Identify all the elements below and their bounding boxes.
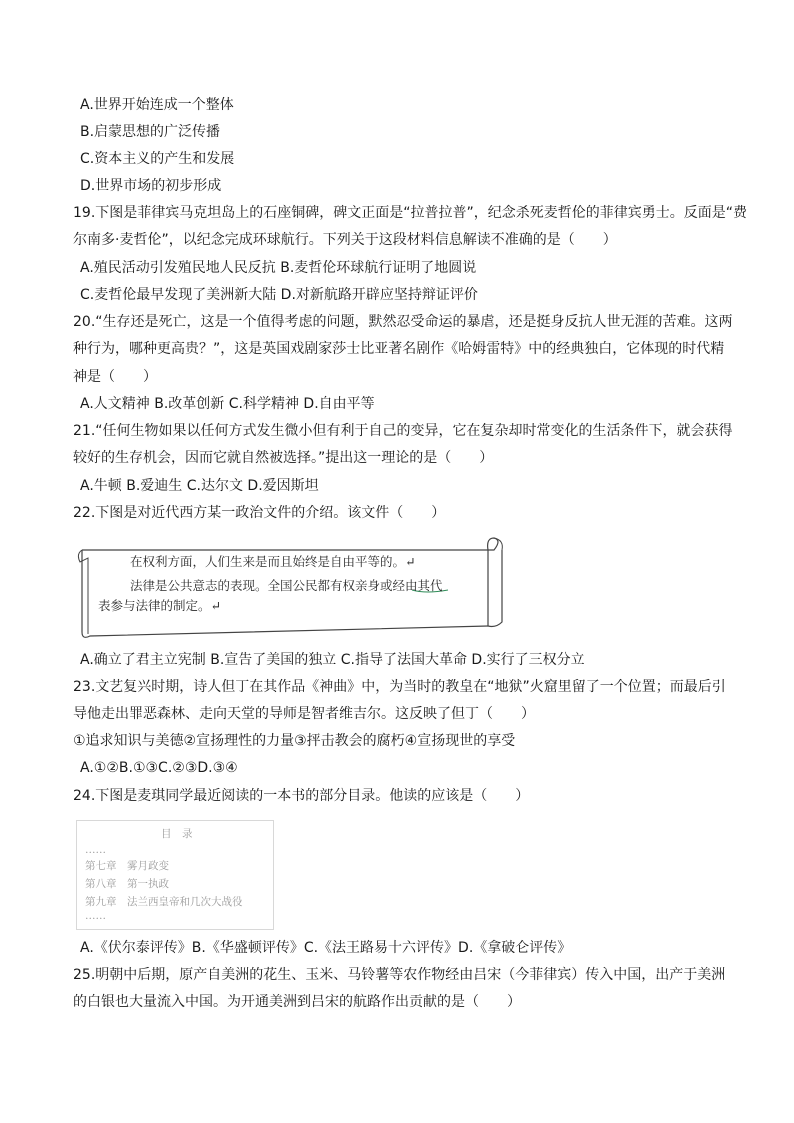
scroll-line-3: 表参与法律的制定。↵: [98, 598, 221, 613]
q18-option-b: B.启蒙思想的广泛传播: [80, 124, 221, 140]
table-of-contents-figure: [76, 820, 274, 930]
q24-options: A.《伏尔泰评传》B.《华盛顿评传》C.《法王路易十六评传》D.《拿破仑评传》: [80, 940, 572, 956]
q19-stem: 19.下图是菲律宾马克坦岛上的石座铜碑，碑文正面是“拉普拉普”，纪念杀死麦哲伦的菲律宾勇士。反面是“费: [73, 205, 748, 221]
q25-stem: 25.明朝中后期，原产自美洲的花生、玉米、马铃薯等农作物经由吕宋（今菲律宾）传入中国，出产于美洲: [73, 967, 726, 983]
q24-stem: 24.下图是麦琪同学最近阅读的一本书的部分目录。他读的应该是（ ）: [73, 788, 530, 804]
q21-stem: 21.“任何生物如果以任何方式发生微小但有利于自己的变异，它在复杂却时常变化的生活条件下，就会获得: [73, 423, 733, 439]
q19-options-ab: A.殖民活动引发殖民地人民反抗 B.麦哲伦环球航行证明了地圆说: [80, 260, 477, 276]
q18-option-c: C.资本主义的产生和发展: [80, 151, 235, 167]
q23-items: ①追求知识与美德②宣扬理性的力量③抨击教会的腐朽④宣扬现世的享受: [73, 733, 516, 749]
q20-stem: 20.“生存还是死亡，这是一个值得考虑的问题，默然忍受命运的暴虐，还是挺身反抗人世无涯的苦难。这两: [73, 314, 733, 330]
q18-option-d: D.世界市场的初步形成: [80, 178, 222, 194]
scroll-text-figure: [76, 536, 506, 640]
q23-stem: 23.文艺复兴时期，诗人但丁在其作品《神曲》中，为当时的教皇在“地狱”火窟里留了一个位置；而最后引: [73, 679, 726, 695]
q19-stem-cont: 尔南多·麦哲伦”，以纪念完成环球航行。下列关于这段材料信息解读不准确的是（ ）: [73, 232, 617, 248]
q18-option-a: A.世界开始连成一个整体: [80, 97, 234, 113]
scroll-line-2: 法律是公共意志的表现。全国公民都有权亲身或经由其代: [130, 578, 443, 593]
catalog-chapter-7: 第七章 雾月政变: [85, 860, 169, 872]
catalog-chapter-8: 第八章 第一执政: [85, 878, 169, 890]
q22-stem: 22.下图是对近代西方某一政治文件的介绍。该文件（ ）: [73, 505, 446, 521]
catalog-ellipsis-bottom: ……: [85, 910, 106, 922]
q23-stem-cont: 导他走出罪恶森林、走向天堂的导师是智者维吉尔。这反映了但丁（ ）: [73, 706, 535, 722]
q20-options: A.人文精神 B.改革创新 C.科学精神 D.自由平等: [80, 396, 375, 412]
q25-stem-cont: 的白银也大量流入中国。为开通美洲到吕宋的航路作出贡献的是（ ）: [73, 994, 521, 1010]
scroll-line-1: 在权利方面，人们生来是而且始终是自由平等的。↵: [130, 554, 416, 569]
catalog-ellipsis-top: ……: [85, 844, 106, 856]
catalog-title: 目 录: [161, 828, 193, 840]
q21-options: A.牛顿 B.爱迪生 C.达尔文 D.爱因斯坦: [80, 478, 319, 494]
q23-options: A.①②B.①③C.②③D.③④: [80, 760, 238, 776]
catalog-chapter-9: 第九章 法兰西皇帝和几次大战役: [85, 896, 243, 908]
q22-options: A.确立了君主立宪制 B.宣告了美国的独立 C.指导了法国大革命 D.实行了三权分立: [80, 652, 585, 668]
q21-stem-cont: 较好的生存机会，因而它就自然被选择。”提出这一理论的是（ ）: [73, 450, 494, 466]
q20-stem-end: 神是（ ）: [73, 369, 157, 385]
q19-options-cd: C.麦哲伦最早发现了美洲新大陆 D.对新航路开辟应坚持辩证评价: [80, 287, 478, 303]
q20-stem-cont: 种行为，哪种更高贵？”，这是英国戏剧家莎士比亚著名剧作《哈姆雷特》中的经典独白，它体现的时代精: [73, 341, 725, 357]
